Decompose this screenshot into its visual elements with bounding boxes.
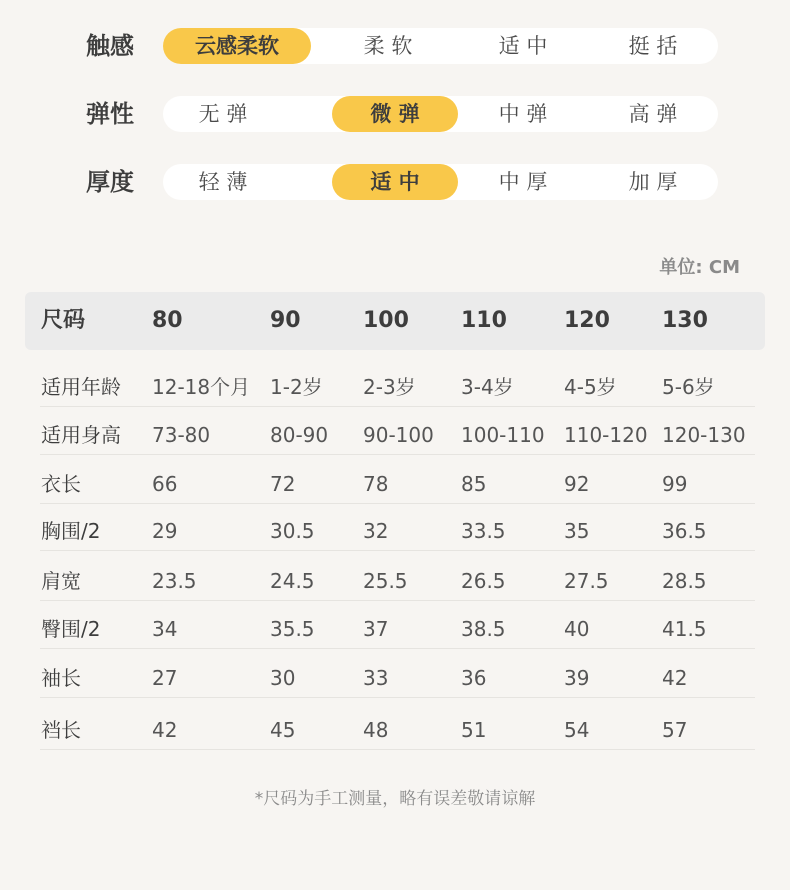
table-cell: 36 [461,666,487,690]
row-label: 裆长 [41,718,81,742]
table-cell: 28.5 [662,569,707,593]
table-cell: 73-80 [152,423,211,447]
attribute-label: 弹性 [86,100,134,128]
table-row [25,367,765,407]
attribute-label: 触感 [86,32,134,60]
table-cell: 38.5 [461,617,506,641]
table-row [25,609,765,649]
attribute-row-thickness [0,162,790,202]
table-cell: 32 [363,519,389,543]
table-cell: 72 [270,472,296,496]
table-cell: 54 [564,718,590,742]
header-cell: 80 [152,308,183,333]
row-label: 适用年龄 [41,375,121,399]
table-cell: 45 [270,718,296,742]
table-cell: 25.5 [363,569,408,593]
table-cell: 78 [363,472,389,496]
row-divider [40,406,755,407]
row-label: 臀围/2 [41,617,101,641]
table-cell: 34 [152,617,178,641]
attribute-label: 厚度 [86,168,134,196]
row-label: 袖长 [41,666,81,690]
option-pill [163,96,718,132]
table-cell: 24.5 [270,569,315,593]
table-cell: 39 [564,666,590,690]
table-cell: 27 [152,666,178,690]
header-cell: 尺码 [41,308,86,333]
option: 无 弹 [198,102,248,126]
table-cell: 30 [270,666,296,690]
header-cell: 110 [461,308,507,333]
table-row [25,464,765,504]
table-cell: 36.5 [662,519,707,543]
table-cell: 92 [564,472,590,496]
row-divider [40,648,755,649]
table-cell: 2-3岁 [363,375,416,399]
header-cell: 130 [662,308,708,333]
option-selected: 微 弹 [332,96,458,132]
table-row [25,658,765,698]
table-cell: 12-18个月 [152,375,251,399]
table-cell: 41.5 [662,617,707,641]
table-cell: 35 [564,519,590,543]
option: 适 中 [498,34,548,58]
table-cell: 80-90 [270,423,329,447]
table-cell: 100-110 [461,423,545,447]
option-selected: 云感柔软 [163,28,311,64]
table-cell: 99 [662,472,688,496]
table-cell: 40 [564,617,590,641]
header-cell: 90 [270,308,301,333]
table-cell: 33 [363,666,389,690]
option: 中 弹 [498,102,548,126]
row-label: 肩宽 [41,569,81,593]
table-cell: 51 [461,718,487,742]
table-cell: 57 [662,718,688,742]
option: 柔 软 [363,34,413,58]
table-cell: 85 [461,472,487,496]
row-label: 衣长 [41,472,81,496]
table-cell: 29 [152,519,178,543]
table-cell: 48 [363,718,389,742]
table-row [25,511,765,551]
table-cell: 42 [662,666,688,690]
table-cell: 23.5 [152,569,197,593]
footnote: *尺码为手工测量，略有误差敬请谅解 [254,789,536,809]
table-header [25,292,765,350]
row-divider [40,600,755,601]
option-pill [163,164,718,200]
option: 挺 括 [628,34,678,58]
row-divider [40,454,755,455]
table-cell: 33.5 [461,519,506,543]
table-cell: 120-130 [662,423,746,447]
option: 加 厚 [628,170,678,194]
row-divider [40,697,755,698]
table-cell: 3-4岁 [461,375,514,399]
option: 轻 薄 [198,170,248,194]
table-row [25,561,765,601]
row-label: 适用身高 [41,423,121,447]
table-cell: 4-5岁 [564,375,617,399]
table-cell: 27.5 [564,569,609,593]
table-cell: 37 [363,617,389,641]
row-divider [40,749,755,750]
table-cell: 90-100 [363,423,434,447]
table-cell: 1-2岁 [270,375,323,399]
option: 高 弹 [628,102,678,126]
table-row [25,415,765,455]
option-selected: 适 中 [332,164,458,200]
option-pill [163,28,718,64]
row-divider [40,503,755,504]
attribute-row-touch [0,26,790,66]
table-cell: 30.5 [270,519,315,543]
table-cell: 5-6岁 [662,375,715,399]
table-cell: 110-120 [564,423,648,447]
unit-label: 单位: CM [659,257,740,278]
table-row [25,710,765,750]
header-cell: 120 [564,308,610,333]
row-label: 胸围/2 [41,519,101,543]
table-cell: 26.5 [461,569,506,593]
row-divider [40,550,755,551]
attribute-row-elasticity [0,94,790,134]
table-cell: 42 [152,718,178,742]
option: 中 厚 [498,170,548,194]
header-cell: 100 [363,308,409,333]
table-cell: 35.5 [270,617,315,641]
table-cell: 66 [152,472,178,496]
